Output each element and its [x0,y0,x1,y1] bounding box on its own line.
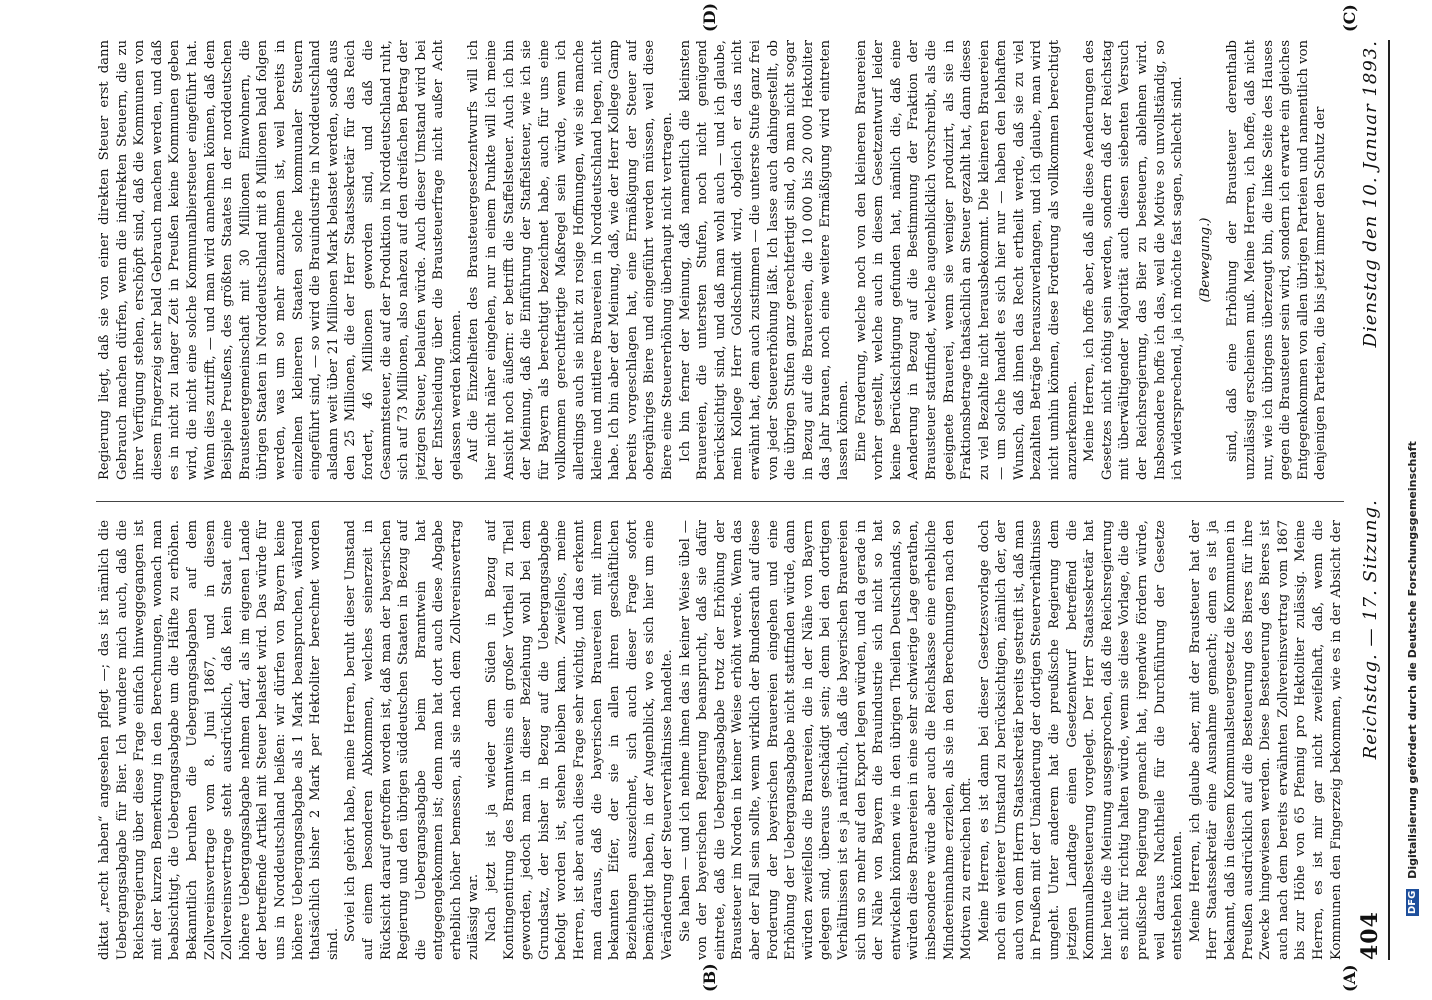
column-divider [96,501,1344,502]
margin-letter-a: (A) [1340,964,1359,992]
paragraph: Meine Herren, ich hoffe aber, daß alle diese Aenderungen des Gesetzes nicht nöthig sein werden, sondern daß der Reichstag mit überwältigender Majorität auch diesen siebenten Versuch der Reichsregierung, das Bier zu besteuern, ablehnen wird. Insbesondere hoffe ich das, weil die Motive so unvollständig, so ich widersprechend, ja ich möchte fast sagen, schlecht sind. [1082,40,1186,480]
margin-letter-d: (D) [700,2,719,32]
paragraph: Meine Herren, es ist dann bei dieser Gesetzesvorlage doch noch ein weiterer Umstand zu berücksichtigen, nämlich der, der auch von dem Herrn Staatssekretär bereits gestreift ist, daß man in Preußen mit der Umänderung der dortigen Steuerverhältnisse umgeht. Unter anderem hat die preußische Regierung dem jetzigen Landtage einen Gesetzentwurf betreffend die Kommunalbesteuerung vorgelegt. Der Herr Staatssekretär hat hier heute die Meinung ausgesprochen, daß die Reichsregierung es nicht für richtig halten würde, wenn sie diese Vorlage, die die preußische Regierung gemacht hat, irgendwie fördern würde, weil daraus Nachtheile für die Durchführung der Gesetze entstehen könnten. [976,520,1186,960]
page-title: Reichstag. — 17. Sitzung. [1359,499,1381,760]
paragraph: diktat „recht haben“ angesehen pflegt —; das ist nämlich die Uebergangsabgabe für Bier. Ich wundere mich auch, daß die Reichsregierung über diese Frage einfach hinweggegangen ist mit der kurzen Bemerkung in den Berechnungen, wonach man beabsichtigt, die Uebergangsabgabe um die Hälfte zu erhöhen. Bekanntlich beruhen die Uebergangsabgaben auf dem Zollvereinsvertrage vom 8. Juni 1867, und in diesem Zollvereinsvertrage steht ausdrücklich, daß kein Staat eine höhere Uebergangsabgabe nehmen darf, als im eigenen Lande der betreffende Artikel mit Steuer belastet wird. Das würde für uns in Norddeutschland heißen: wir dürfen von Bayern keine höhere Uebergangsabgabe als 1 Mark beanspruchen, während thatsächlich bisher 2 Mark per Hektoliter berechnet worden sind. [97,520,341,960]
paragraph: sind, daß eine Erhöhung der Brausteuer derenthalb unzulässig erscheinen muß. Meine Herren, ich hoffe, daß nicht nur, wie ich übrigens überzeugt bin, die linke Seite des Hauses gegen die Brausteuer sein wird, sondern ich erwarte ein gleiches Entgegenkommen von allen übrigen Parteien und namentlich von denjenigen Parteien, die bis jetzt immer den Schutz der [1225,40,1329,480]
credit-text: Digitalisierung gefördert durch die Deutsche Forschungsgemeinschaft [1406,441,1419,879]
dfg-logo-badge: DFG [1407,890,1418,914]
page-date: Dienstag den 10. Januar 1893. [1359,40,1381,348]
paragraph: Meine Herren, ich glaube aber, mit der Brausteuer hat der Herr Staatssekretär eine Ausnahme gemacht; denn es ist ja bekannt, daß in diesem Kommunalsteuergesetz die Kommunen in Preußen ausdrücklich auf die Besteuerung des Bieres für ihre Zwecke hingewiesen werden. Diese Besteuerung des Bieres ist auch nach dem bereits erwähnten Zollvereinsvertrag vom 1867 bis zur Höhe von 65 Pfennig pro Hektoliter zulässig. Meine Herren, es ist mir gar nicht zweifelhaft, daß, wenn die Kommunen den Fingerzeig bekommen, wie es in der Absicht der [1187,520,1344,960]
margin-letter-b: (B) [700,963,719,992]
page-number: 404 [1357,911,1383,960]
page-header [1352,40,1390,960]
paragraph: (Bewegung.) [1197,217,1213,303]
paragraph: Sie haben — und ich nehme ihnen das in keiner Weise übel — von der bayerischen Regierung beansprucht, daß sie dafür eintrete, daß die Uebergangsabgabe trotz der Erhöhung der Brausteuer im Norden in keiner Weise erhöht werde. Wenn das aber der Fall sein sollte, wenn wirklich der Bundesrath auf diese Forderung der bayerischen Brauereien eingehen und eine Erhöhung der Uebergangsabgabe nicht stattfinden würde, dann würden zweifellos die Brauereien, die in der Nähe von Bayern gelegen sind, überaus geschädigt sein; denn bei den dortigen Verhältnissen ist es ja natürlich, daß die bayerischen Brauereien sich um so mehr auf den Export legen würden, und da gerade in der Nähe von Bayern die Brauindustrie sich nicht so hat entwickeln können wie in den übrigen Theilen Deutschlands, so würden diese Brauereien in eine sehr schwierige Lage gerathen, insbesondere würde aber auch die Reichskasse eine erhebliche Mindereinnahme erzielen, als sie in den Berechnungen nach den Motiven zu erreichen hofft. [677,520,975,960]
margin-letter-c: (C) [1340,4,1359,32]
left-column [96,520,1344,960]
right-column [96,40,1344,480]
paragraph: Nach jetzt ist ja wieder dem Süden in Bezug auf Kontingentirung des Branntweins ein großer Vortheil zu Theil geworden, jedoch man in dieser Beziehung wohl bei dem Grundsatz, der bisher in Bezug auf die Uebergangsabgabe befolgt worden ist, stehen bleiben kann. Zweifellos, meine Herren, ist aber auch diese Frage sehr wichtig, und das erkennt man daraus, daß die bayerischen Brauereien mit ihrem bekannten Eifer, der sie in allen ihren geschäftlichen Beziehungen auszeichnet, sich auch dieser Frage sofort bemächtigt haben, in der Augenblick, wo es sich hier um eine Veränderung der Steuerverhältnisse handelte. [484,520,675,960]
paragraph: Auf die Einzelheiten des Brausteuergesetzentwurfs will ich hier nicht näher eingehen, nur in einem Punkte will ich meine Ansicht noch äußern: er betrifft die Staffelsteuer. Auch ich bin der Meinung, daß die Einführung der Staffelsteuer, wie ich sie für Bayern als berechtigt bezeichnet habe, auch für uns eine vollkommen gerechtfertigte Maßregel sein würde, wenn ich allerdings auch sie nicht zu rosige Hoffnungen, wie sie manche kleine und mittlere Brauereien in Norddeutschland hegen, nicht habe. Ich bin aber der Meinung, daß, wie der Herr Kollege Gamp bereits vorgeschlagen hat, eine Ermäßigung der Steuer auf obergähriges Biere und eingeführt werden müssen, weil diese Biere eine Steuererhöhung überhaupt nicht vertragen. [466,40,675,480]
paragraph: Ich bin ferner der Meinung, daß namentlich die kleinsten Brauereien, die untersten Stufen, noch nicht genügend berücksichtigt sind, und daß man wohl auch — und ich glaube, mein Kollege Herr Goldschmidt wird, obgleich er das nicht erwähnt hat, dem auch zustimmen — die unterste Stufe ganz frei von jeder Steuererhöhung läßt. Ich lasse auch dahingestellt, ob die übrigen Stufen ganz gerechtfertigt sind, ob man nicht sogar in Bezug auf die Brauereien, die 10 000 bis 20 000 Hektoliter das Jahr brauen, noch eine weitere Ermäßigung wird eintreten lassen können. [677,40,851,480]
paragraph: Regierung liegt, daß sie von einer direkten Steuer erst dann Gebrauch machen dürfen, wenn die indirekten Steuern, die zu ihrer Verfügung stehen, erschöpft sind, daß die Kommunen von diesem Fingerzeig sehr bald Gebrauch machen werden, und daß es in nicht zu langer Zeit in Preußen keine Kommunen geben wird, die nicht eine solche Kommunalbiersteuer eingeführt hat. Wenn dies zutrifft, — und man wird annehmen können, daß dem Beispiele Preußens, des größten Staates in der norddeutschen Brausteuergemeinschaft mit 30 Millionen Einwohnern, die übrigen Staaten in Norddeutschland mit 8 Millionen bald folgen werden, was um so mehr anzunehmen ist, weil bereits in einzelnen kleineren Staaten solche kommunaler Steuern eingeführt sind, — so wird die Brauindustrie in Norddeutschland alsdann weit über 21 Millionen Mark belastet werden, sodaß aus den 25 Millionen, die der Herr Staatssekretär für das Reich fordert, 46 Millionen geworden sind, und daß die Gesammtsteuer, die auf der Produktion in Norddeutschland ruht, sich auf 73 Millionen, also nahezu auf den dreifachen Betrag der jetzigen Steuer, belaufen würde. Auch dieser Umstand wird bei der Entscheidung über die Brausteuerfrage nicht außer Acht gelassen werden können. [97,40,464,480]
text-columns [96,40,1344,960]
paragraph: Eine Forderung, welche noch von den kleineren Brauereien vorher gestellt, welche auch in diesem Gesetzentwurf leider keine Berücksichtigung gefunden hat, nämlich die, daß eine Aenderung in Bezug auf die Bestimmung der Fraktion der Brausteuer stattfindet, welche augenblicklich vorschreibt, als die geeignete Brauerei, wenn sie weniger produzirt, als sie in Fraktionsbetrage thatsächlich an Steuer gezahlt hat, dann dieses zu viel Bezahlte nicht herausbekommt. Die kleineren Brauereien — um solche handelt es sich hier nur — haben den lebhaften Wunsch, daß ihnen das Recht ertheilt werde, daß sie zu viel bezahlten Beträge herauszuverlangen, und ich glaube, man wird nicht umhin können, diese Forderung als vollkommen berechtigt anzuerkennen. [853,40,1080,480]
paragraph: Soviel ich gehört habe, meine Herren, beruht dieser Umstand auf einem besonderen Abkommen, welches seinerzeit in Rücksicht darauf getroffen worden ist, daß man der bayerischen Regierung und den übrigen süddeutschen Staaten in Bezug auf die Uebergangsabgabe beim Branntwein hat entgegengekommen ist; denn man hat dort auch diese Abgabe erheblich höher bemessen, als sie nach dem Zollvereinsvertrag zulässig war. [343,520,482,960]
digitization-credit [1406,16,1426,916]
